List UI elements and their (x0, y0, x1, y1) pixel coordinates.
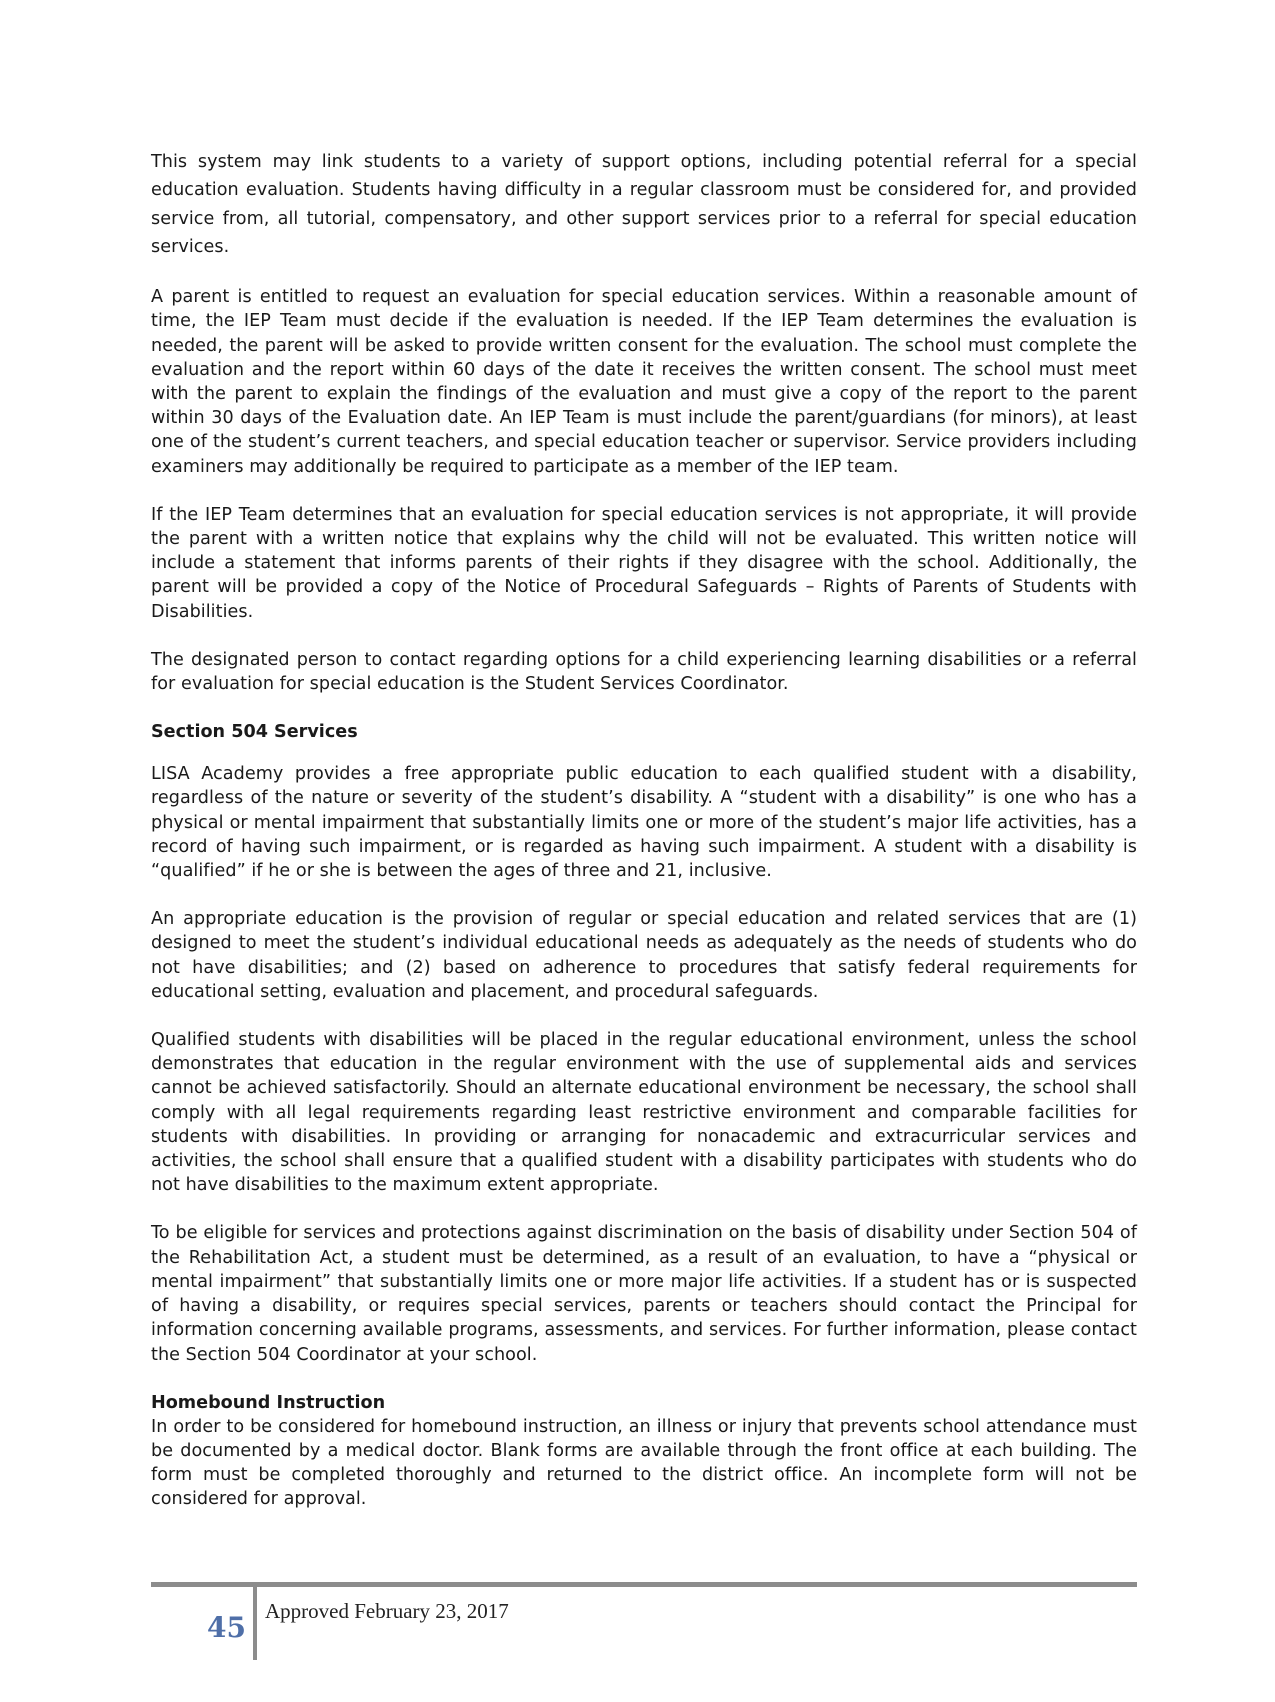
footer-vertical-divider (253, 1582, 257, 1660)
homebound-paragraph: In order to be considered for homebound instruction, an illness or injury that prevents school attendance must be documented by a medical doctor. Blank forms are available through the front office at each building. The form must be completed thoroughly and returned to the district office. An incomplete form will not be considered for approval. (151, 1416, 1137, 1510)
footer-divider (151, 1582, 1137, 1587)
approval-date: Approved February 23, 2017 (265, 1599, 509, 1623)
intro-paragraph-3: If the IEP Team determines that an evaluation for special education services is not appropriate, it will provide the parent with a written notice that explains why the child will not be evaluated. This written notice will include a statement that informs parents of their rights if they disagree with the school. Additionally, the parent will be provided a copy of the Notice of Procedural Safeguards – Rights of Parents of Students with Disabilities. (151, 504, 1137, 622)
intro-paragraph-4: The designated person to contact regarding options for a child experiencing learning disabilities or a referral for evaluation for special education is the Student Services Coordinator. (151, 649, 1137, 695)
intro-paragraph-2: A parent is entitled to request an evaluation for special education services. Within a reasonable amount of time, the IEP Team must decide if the evaluation is needed. If the IEP Team determines the evaluation is needed, the parent will be asked to provide written consent for the evaluation. The school must complete the evaluation and the report within 60 days of the date it receives the written consent. The school must meet with the parent to explain the findings of the evaluation and must give a copy of the report to the parent within 30 days of the Evaluation date. An IEP Team is must include the parent/guardians (for minors), at least one of the student’s current teachers, and special education teacher or supervisor. Service providers including examiners may additionally be required to participate as a member of the IEP team. (151, 287, 1137, 477)
document-body (151, 148, 1137, 1536)
section-504-paragraph-3: Qualified students with disabilities will be placed in the regular educational environment, unless the school demonstrates that education in the regular environment with the use of supplemental aids and services cannot be achieved satisfactorily. Should an alternate educational environment be necessary, the school shall comply with all legal requirements regarding least restrictive environment and comparable facilities for students with disabilities. In providing or arranging for nonacademic and extracurricular services and activities, the school shall ensure that a qualified student with a disability participates with students who do not have disabilities to the maximum extent appropriate. (151, 1030, 1137, 1196)
section-504-heading: Section 504 Services (151, 722, 358, 743)
homebound-heading: Homebound Instruction (151, 1392, 386, 1413)
intro-paragraph-1: This system may link students to a variety of support options, including potential referral for a special education evaluation. Students having difficulty in a regular classroom must be considered for, and provided service from, all tutorial, compensatory, and other support services prior to a referral for special education services. (151, 152, 1137, 257)
page-number: 45 (207, 1611, 246, 1644)
section-504-paragraph-1: LISA Academy provides a free appropriate public education to each qualified student with a disability, regardless of the nature or severity of the student’s disability. A “student with a disability” is one who has a physical or mental impairment that substantially limits one or more of the student’s major life activities, has a record of having such impairment, or is regarded as having such impairment. A student with a disability is “qualified” if he or she is between the ages of three and 21, inclusive. (151, 764, 1137, 882)
section-504-paragraph-2: An appropriate education is the provision of regular or special education and related services that are (1) designed to meet the student’s individual educational needs as adequately as the needs of students who do not have disabilities; and (2) based on adherence to procedures that satisfy federal requirements for educational setting, evaluation and placement, and procedural safeguards. (151, 909, 1137, 1002)
section-504-paragraph-4: To be eligible for services and protections against discrimination on the basis of disability under Section 504 of the Rehabilitation Act, a student must be determined, as a result of an evaluation, to have a “physical or mental impairment” that substantially limits one or more major life activities. If a student has or is suspected of having a disability, or requires special services, parents or teachers should contact the Principal for information concerning available programs, assessments, and services. For further information, please contact the Section 504 Coordinator at your school. (151, 1223, 1137, 1365)
